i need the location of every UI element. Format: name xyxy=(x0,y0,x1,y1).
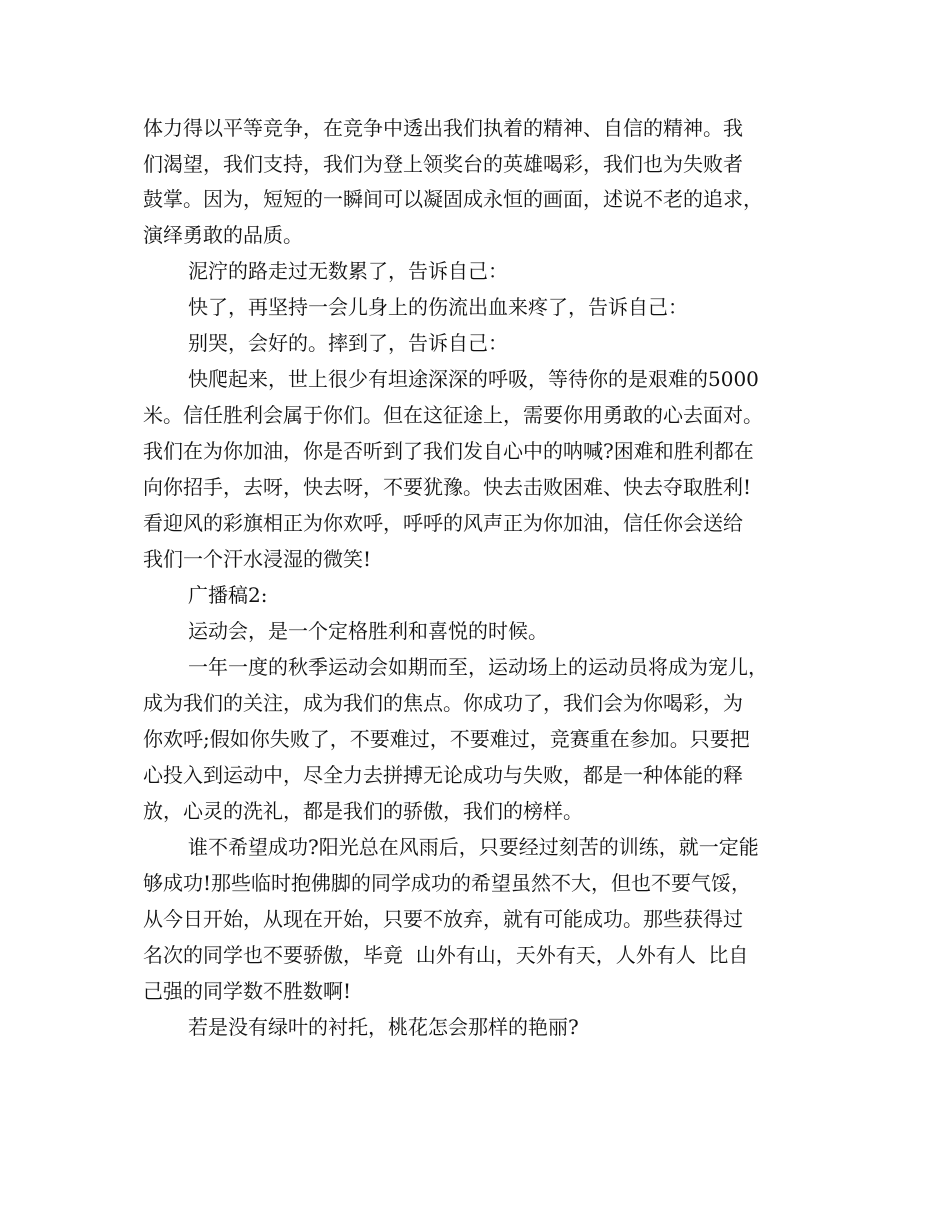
body-text-line: 一年一度的秋季运动会如期而至，运动场上的运动员将成为宠儿， xyxy=(188,655,768,679)
body-text-line: 己强的同学数不胜数啊! xyxy=(143,979,352,1003)
body-text-line: 们渴望，我们支持，我们为登上领奖台的英雄喝彩，我们也为失败者 xyxy=(143,152,743,176)
body-text-line: 谁不希望成功?阳光总在风雨后，只要经过刻苦的训练，就一定能 xyxy=(188,835,759,859)
body-text-line: 体力得以平等竞争，在竞争中透出我们执着的精神、自信的精神。我 xyxy=(143,116,743,140)
body-text-line: 鼓掌。因为，短短的一瞬间可以凝固成永恒的画面，述说不老的追求， xyxy=(143,187,763,211)
body-text-line: 快了，再坚持一会儿身上的伤流出血来疼了，告诉自己： xyxy=(188,295,688,319)
body-text-line: 成为我们的关注，成为我们的焦点。你成功了，我们会为你喝彩，为 xyxy=(143,691,743,715)
body-text-line: 看迎风的彩旗相正为你欢呼，呼呼的风声正为你加油，信任你会送给 xyxy=(143,511,743,535)
body-text-line: 我们一个汗水浸湿的微笑! xyxy=(143,547,372,571)
body-text-line: 米。信任胜利会属于你们。但在这征途上，需要你用勇敢的心去面对。 xyxy=(143,403,763,427)
section-heading: 广播稿2: xyxy=(188,583,268,607)
body-text-line: 若是没有绿叶的衬托，桃花怎会那样的艳丽? xyxy=(188,1015,579,1039)
body-text-line: 向你招手，去呀，快去呀，不要犹豫。快去击败困难、快去夺取胜利! xyxy=(143,475,752,499)
body-text-line: 够成功!那些临时抱佛脚的同学成功的希望虽然不大，但也不要气馁， xyxy=(143,871,752,895)
body-text-line: 别哭，会好的。摔到了，告诉自己： xyxy=(188,331,508,355)
body-text-line: 泥泞的路走过无数累了，告诉自己： xyxy=(188,259,508,283)
body-text-line: 快爬起来，世上很少有坦途深深的呼吸，等待你的是艰难的5000 xyxy=(188,367,759,391)
body-text-line: 演绎勇敢的品质。 xyxy=(143,223,303,247)
body-text-line: 心投入到运动中，尽全力去拼搏无论成功与失败，都是一种体能的释 xyxy=(143,763,743,787)
body-text-line: 从今日开始，从现在开始，只要不放弃，就有可能成功。那些获得过 xyxy=(143,907,743,931)
body-text-line: 我们在为你加油，你是否听到了我们发自心中的呐喊?困难和胜利都在 xyxy=(143,439,754,463)
body-text-line: 放，心灵的洗礼，都是我们的骄傲，我们的榜样。 xyxy=(143,799,583,823)
body-text-line: 运动会，是一个定格胜利和喜悦的时候。 xyxy=(188,619,548,643)
body-text-line: 名次的同学也不要骄傲，毕竟 山外有山，天外有天，人外有人 比自 xyxy=(143,943,749,967)
body-text-line: 你欢呼;假如你失败了，不要难过，不要难过，竞赛重在参加。只要把 xyxy=(143,727,750,751)
